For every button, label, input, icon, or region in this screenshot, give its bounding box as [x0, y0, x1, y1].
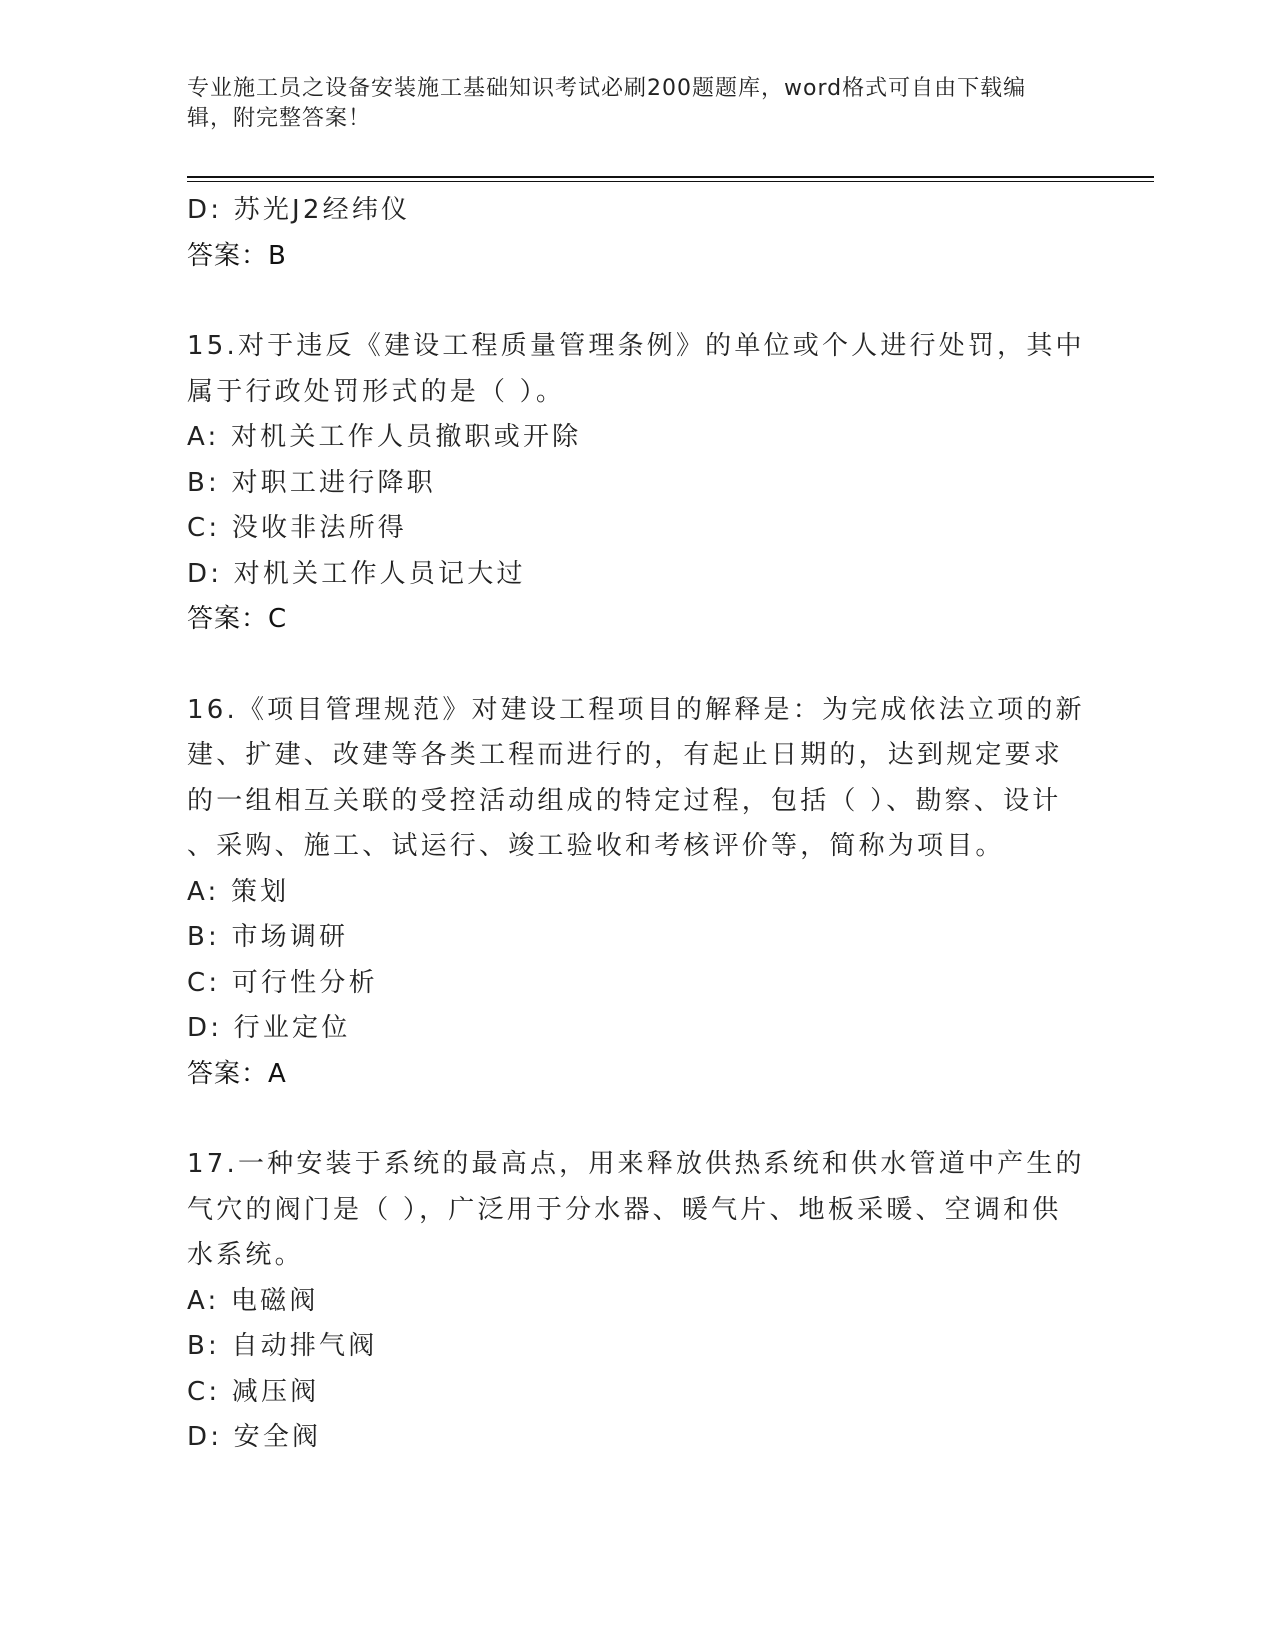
option-c: C: 可行性分析 — [187, 967, 378, 998]
document-header: 专业施工员之设备安装施工基础知识考试必刷200题题库，word格式可自由下载编辑，附完整答案！ — [187, 76, 1027, 131]
question-block — [187, 688, 1087, 1098]
option-d: D: 行业定位 — [187, 1013, 351, 1043]
option-d: D: 苏光J2经纬仪 — [187, 195, 411, 225]
option-b: B: 自动排气阀 — [187, 1331, 378, 1361]
option-d: D: 对机关工作人员记大过 — [187, 558, 526, 589]
option-c: C: 没收非法所得 — [187, 513, 407, 543]
option-a: A: 策划 — [187, 876, 290, 907]
question-block — [187, 324, 1087, 643]
option-a: A: 对机关工作人员撤职或开除 — [187, 422, 582, 452]
option-a: A: 电磁阀 — [187, 1285, 319, 1316]
header-divider — [187, 176, 1154, 178]
question-text: 17.一种安装于系统的最高点，用来释放供热系统和供水管道中产生的 气穴的阀门是（ ），广泛用于分水器、暖气片、地板采暖、空调和供 水系统。 — [187, 1149, 1085, 1270]
option-b: B: 市场调研 — [187, 922, 349, 952]
header-divider-thin — [187, 181, 1154, 182]
option-d: D: 安全阀 — [187, 1422, 322, 1452]
answer-line: 答案：C — [187, 604, 288, 634]
question-text: 16.《项目管理规范》对建设工程项目的解释是：为完成依法立项的新 建、扩建、改建等各类工程而进行的，有起止日期的，达到规定要求 的一组相互关联的受控活动组成的特定过程，包括（ ）、勘察、设计 、采购、施工、试运行、竣工验收和考核评价等，简称为项目。 — [187, 694, 1085, 861]
option-b: B: 对职工进行降职 — [187, 467, 436, 498]
answer-line: 答案：B — [187, 240, 287, 271]
answer-line: 答案：A — [187, 1058, 287, 1089]
question-text: 15.对于违反《建设工程质量管理条例》的单位或个人进行处罚，其中 属于行政处罚形式的是（ ）。 — [187, 331, 1085, 407]
option-c: C: 减压阀 — [187, 1376, 320, 1407]
question-block — [187, 1142, 1087, 1461]
document-body — [187, 188, 1087, 1461]
